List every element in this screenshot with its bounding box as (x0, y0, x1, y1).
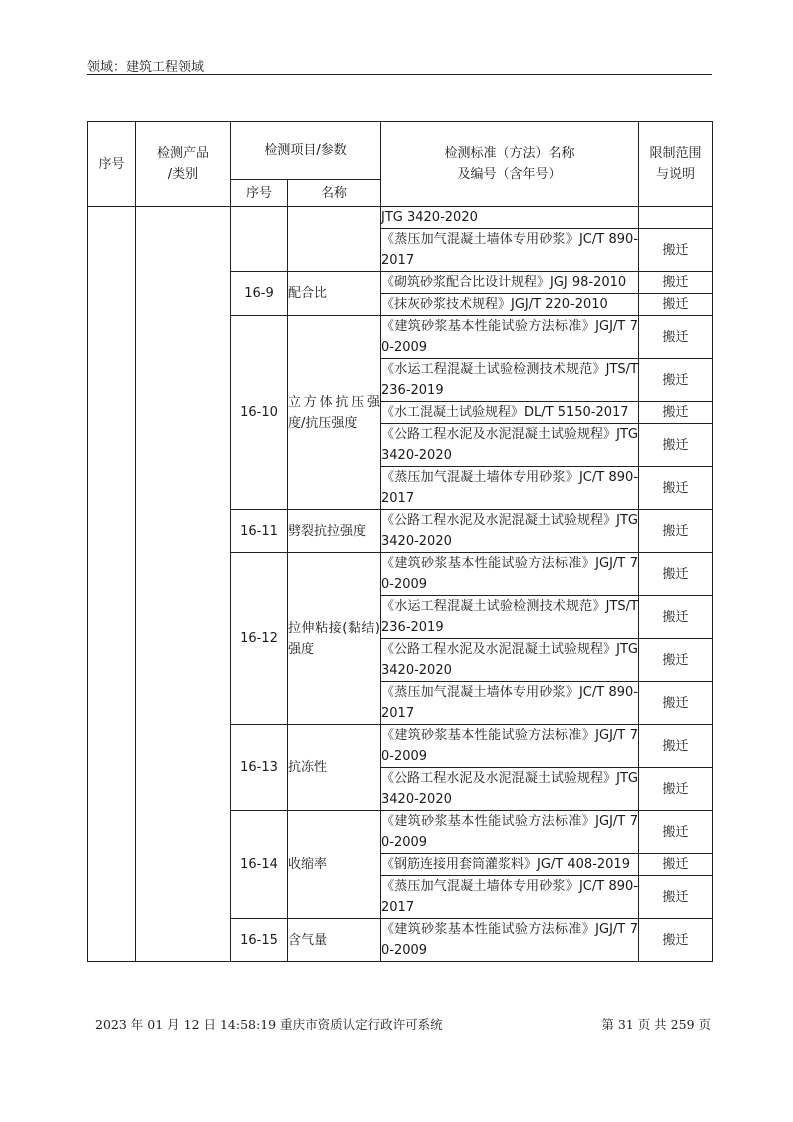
standard-cell: 《建筑砂浆基本性能试验方法标准》JGJ/T 70-2009 (381, 316, 639, 359)
standard-cell: 《建筑砂浆基本性能试验方法标准》JGJ/T 70-2009 (381, 919, 639, 962)
item-seq-cell (231, 207, 288, 272)
item-seq-cell: 16-14 (231, 811, 288, 919)
header-standard-line1: 检测标准（方法）名称 (444, 146, 575, 161)
item-name-cell: 劈裂抗拉强度 (288, 510, 381, 553)
header-standard-line2: 及编号（含年号） (457, 167, 562, 182)
standard-cell: 《公路工程水泥及水泥混凝土试验规程》JTG 3420-2020 (381, 510, 639, 553)
standard-cell: 《建筑砂浆基本性能试验方法标准》JGJ/T 70-2009 (381, 725, 639, 768)
item-seq-cell: 16-9 (231, 272, 288, 316)
item-seq-cell: 16-11 (231, 510, 288, 553)
item-name-cell (288, 207, 381, 272)
standard-cell: 《公路工程水泥及水泥混凝土试验规程》JTG 3420-2020 (381, 639, 639, 682)
item-seq-cell: 16-12 (231, 553, 288, 725)
header-limit (639, 122, 713, 207)
item-name-cell: 含气量 (288, 919, 381, 962)
product-cell (136, 207, 231, 962)
standard-cell: 《公路工程水泥及水泥混凝土试验规程》JTG 3420-2020 (381, 768, 639, 811)
limit-cell: 搬迁 (639, 596, 713, 639)
header-item-seq: 序号 (231, 180, 288, 207)
limit-cell: 搬迁 (639, 294, 713, 316)
header-divider (87, 74, 712, 75)
limit-cell: 搬迁 (639, 510, 713, 553)
standard-cell: 《抹灰砂浆技术规程》JGJ/T 220-2010 (381, 294, 639, 316)
header-limit-line2: 与说明 (656, 167, 696, 182)
limit-cell: 搬迁 (639, 467, 713, 510)
limit-cell: 搬迁 (639, 811, 713, 854)
footer-page-number: 第 31 页 共 259 页 (601, 1017, 711, 1032)
footer-timestamp: 2023 年 01 月 12 日 14:58:19 重庆市资质认定行政许可系统 (95, 1017, 443, 1032)
item-seq-cell: 16-13 (231, 725, 288, 811)
inspection-table (87, 121, 713, 962)
limit-cell: 搬迁 (639, 272, 713, 294)
limit-cell: 搬迁 (639, 768, 713, 811)
limit-cell: 搬迁 (639, 402, 713, 424)
item-name-cell: 收缩率 (288, 811, 381, 919)
limit-cell: 搬迁 (639, 854, 713, 876)
limit-cell (639, 207, 713, 229)
header-item: 检测项目/参数 (231, 122, 381, 180)
item-name-cell: 立方体抗压强度/抗压强度 (288, 316, 381, 510)
standard-cell: 《水工混凝土试验规程》DL/T 5150-2017 (381, 402, 639, 424)
standard-cell: 《蒸压加气混凝土墙体专用砂浆》JC/T 890-2017 (381, 229, 639, 272)
limit-cell: 搬迁 (639, 316, 713, 359)
limit-cell: 搬迁 (639, 725, 713, 768)
standard-cell: 《钢筋连接用套筒灌浆料》JG/T 408-2019 (381, 854, 639, 876)
header-standard (381, 122, 639, 207)
standard-cell: 《建筑砂浆基本性能试验方法标准》JGJ/T 70-2009 (381, 811, 639, 854)
standard-cell: 《水运工程混凝土试验检测技术规范》JTS/T 236-2019 (381, 359, 639, 402)
limit-cell: 搬迁 (639, 919, 713, 962)
standard-cell: 《蒸压加气混凝土墙体专用砂浆》JC/T 890-2017 (381, 876, 639, 919)
limit-cell: 搬迁 (639, 553, 713, 596)
header-limit-line1: 限制范围 (649, 146, 702, 161)
limit-cell: 搬迁 (639, 876, 713, 919)
header-product-line1: 检测产品 (156, 146, 209, 161)
limit-cell: 搬迁 (639, 424, 713, 467)
standard-cell: 《建筑砂浆基本性能试验方法标准》JGJ/T 70-2009 (381, 553, 639, 596)
standard-cell: 《蒸压加气混凝土墙体专用砂浆》JC/T 890-2017 (381, 467, 639, 510)
header-product-line2: /类别 (167, 167, 199, 182)
item-name-cell: 拉伸粘接(黏结)强度 (288, 553, 381, 725)
header-seq: 序号 (88, 122, 136, 207)
limit-cell: 搬迁 (639, 682, 713, 725)
seq-cell (88, 207, 136, 962)
header-product (136, 122, 231, 207)
item-seq-cell: 16-15 (231, 919, 288, 962)
item-name-cell: 抗冻性 (288, 725, 381, 811)
standard-cell: 《水运工程混凝土试验检测技术规范》JTS/T 236-2019 (381, 596, 639, 639)
page-header: 领域：建筑工程领域 (87, 60, 205, 75)
limit-cell: 搬迁 (639, 359, 713, 402)
standard-cell: 《公路工程水泥及水泥混凝土试验规程》JTG 3420-2020 (381, 424, 639, 467)
table-row (88, 207, 713, 229)
item-seq-cell: 16-10 (231, 316, 288, 510)
item-name-cell: 配合比 (288, 272, 381, 316)
header-item-name: 名称 (288, 180, 381, 207)
limit-cell: 搬迁 (639, 229, 713, 272)
standard-cell: 《砌筑砂浆配合比设计规程》JGJ 98-2010 (381, 272, 639, 294)
page-footer (95, 1015, 711, 1033)
standard-cell: 《蒸压加气混凝土墙体专用砂浆》JC/T 890-2017 (381, 682, 639, 725)
limit-cell: 搬迁 (639, 639, 713, 682)
standard-cell: JTG 3420-2020 (381, 207, 639, 229)
